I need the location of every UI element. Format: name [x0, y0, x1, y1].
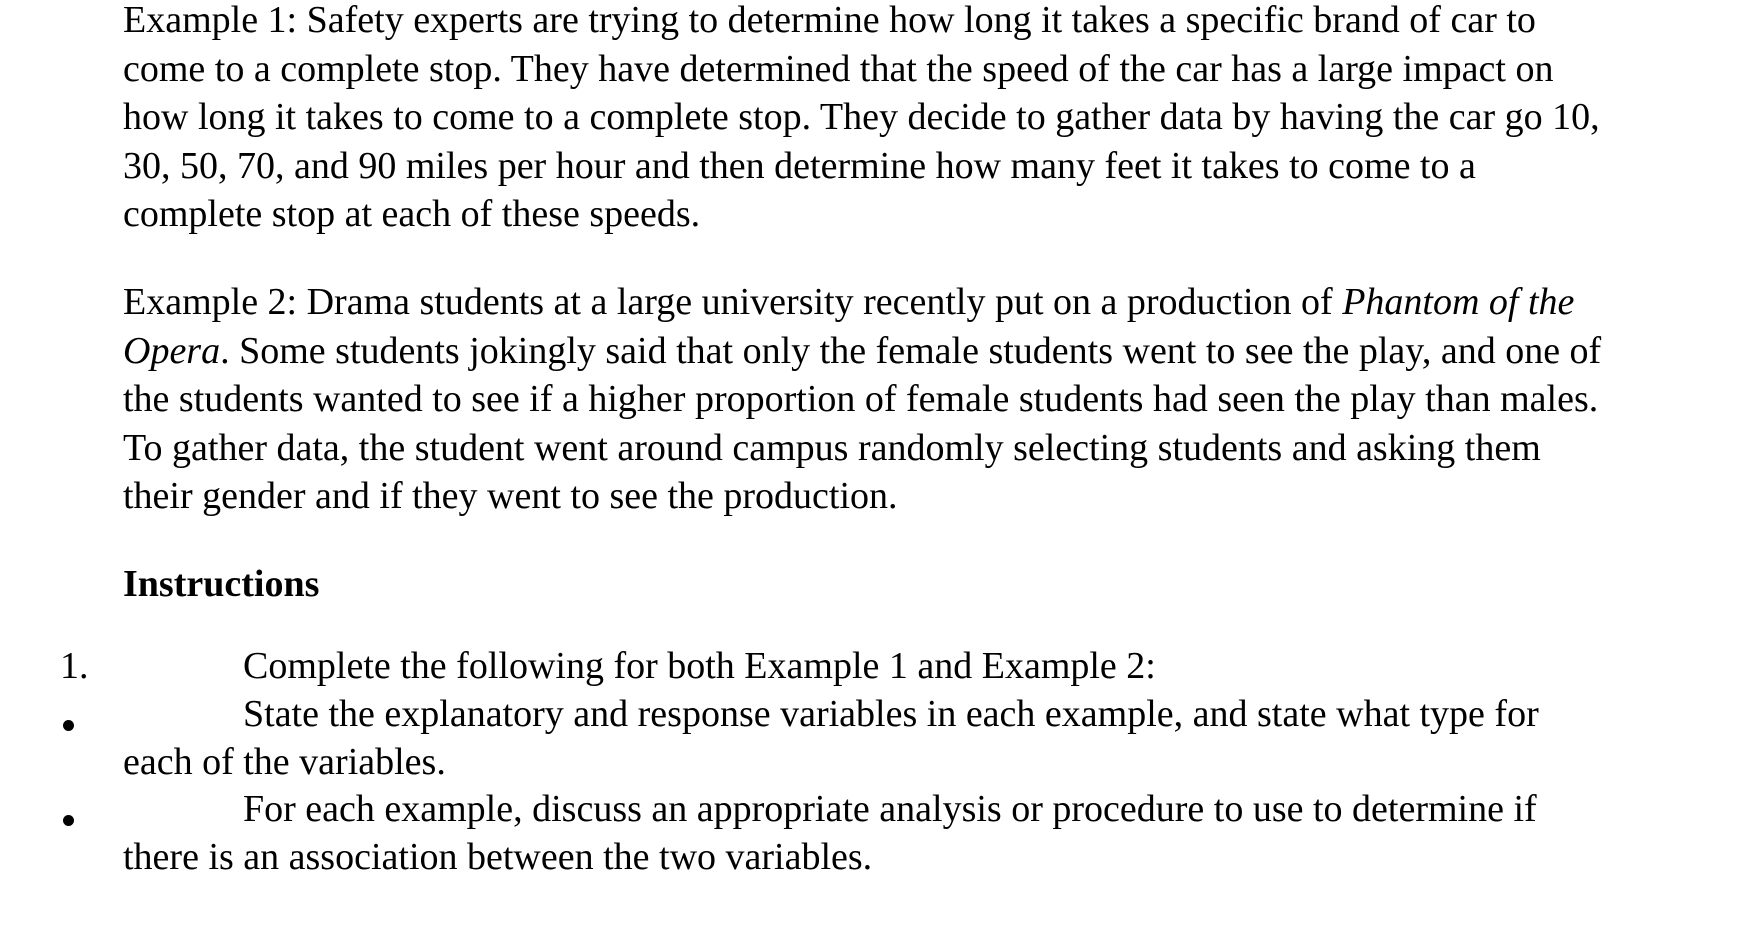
bullet-2-line-1: For each example, discuss an appropriate analysis or procedure to use to determine if [243, 788, 1537, 830]
bullet-2-line-2: there is an association between the two variables. [123, 836, 873, 878]
example-1-paragraph [123, 0, 1703, 239]
example-2-line: their gender and if they went to see the production. [123, 475, 898, 517]
play-title-italic: Phantom of the [1342, 281, 1575, 323]
example-2-line [123, 278, 1703, 327]
example-2-line [123, 327, 1703, 376]
example-1-line: come to a complete stop. They have determined that the speed of the car has a large impact on [123, 47, 1554, 90]
example-1-line: how long it takes to come to a complete stop. They decide to gather data by having the car go 10, [123, 96, 1600, 138]
example-1-line: Example 1: Safety experts are trying to determine how long it takes a specific brand of car to [123, 0, 1536, 41]
bullet-1-line-1: State the explanatory and response variables in each example, and state what type for [243, 693, 1539, 735]
play-title-italic: Opera [123, 329, 221, 372]
list-item-1-text: Complete the following for both Example 1 and Example 2: [243, 645, 1156, 687]
example-2-text: Example 2: Drama students at a large university recently put on a production of [123, 281, 1343, 323]
instructions-heading: Instructions [123, 563, 320, 605]
example-2-line: the students wanted to see if a higher proportion of female students had seen the play than males. [123, 378, 1599, 420]
example-2-paragraph [123, 278, 1703, 521]
example-1-line: complete stop at each of these speeds. [123, 193, 701, 235]
example-1-line: 30, 50, 70, and 90 miles per hour and then determine how many feet it takes to come to a [123, 144, 1476, 187]
list-number-marker: 1. [60, 645, 89, 687]
example-2-line: To gather data, the student went around campus randomly selecting students and asking them [123, 426, 1541, 469]
bullet-1-line-2: each of the variables. [123, 741, 446, 783]
example-2-text: . Some students jokingly said that only the female students went to see the play, and one of [220, 329, 1602, 372]
bullet-icon [63, 815, 74, 826]
bullet-icon [63, 720, 74, 731]
